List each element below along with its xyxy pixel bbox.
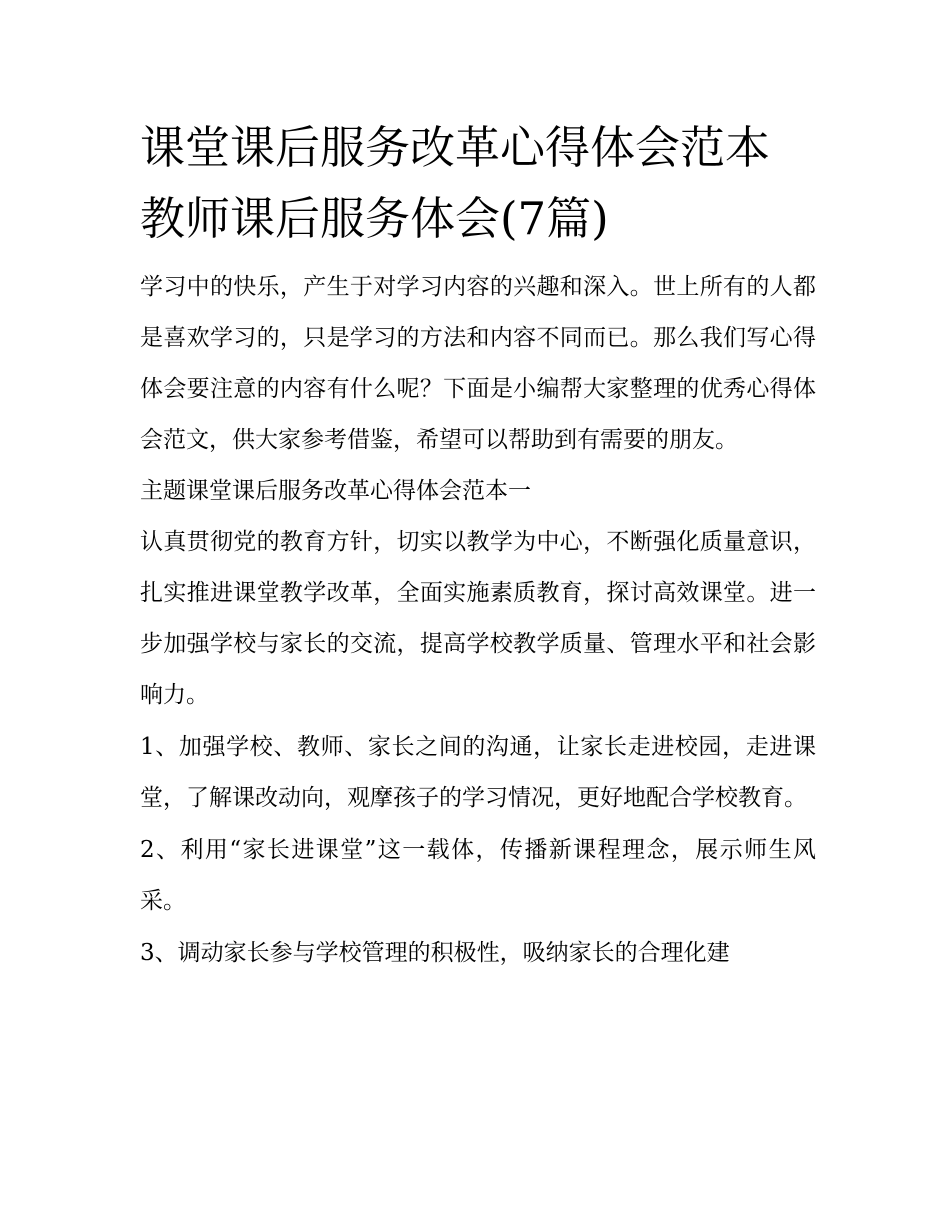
section-heading: 主题课堂课后服务改革心得体会范本一 <box>140 478 531 504</box>
document-title: 课堂课后服务改革心得体会范本 教师课后服务体会(7篇) <box>140 121 771 245</box>
intro-paragraph: 学习中的快乐，产生于对学习内容的兴趣和深入。世上所有的人都是喜欢学习的，只是学习的方法和内容不同而已。那么我们写心得体会要注意的内容有什么呢？下面是小编帮大家整理的优秀心得体会范文，供大家参考借鉴，希望可以帮助到有需要的朋友。 <box>140 274 816 453</box>
list-item-1: 1、加强学校、教师、家长之间的沟通，让家长走进校园，走进课堂，了解课改动向，观摩孩子的学习情况，更好地配合学校教育。 <box>140 734 816 811</box>
goal-paragraph: 认真贯彻党的教育方针，切实以教学为中心，不断强化质量意识，扎实推进课堂教学改革，全面实施素质教育，探讨高效课堂。进一步加强学校与家长的交流，提高学校教学质量、管理水平和社会影响力。 <box>140 529 816 708</box>
document-body <box>140 112 816 979</box>
list-item-3: 3、调动家长参与学校管理的积极性，吸纳家长的合理化建 <box>140 940 730 966</box>
list-item-2: 2、利用“家长进课堂”这一载体，传播新课程理念，展示师生风采。 <box>140 837 816 914</box>
